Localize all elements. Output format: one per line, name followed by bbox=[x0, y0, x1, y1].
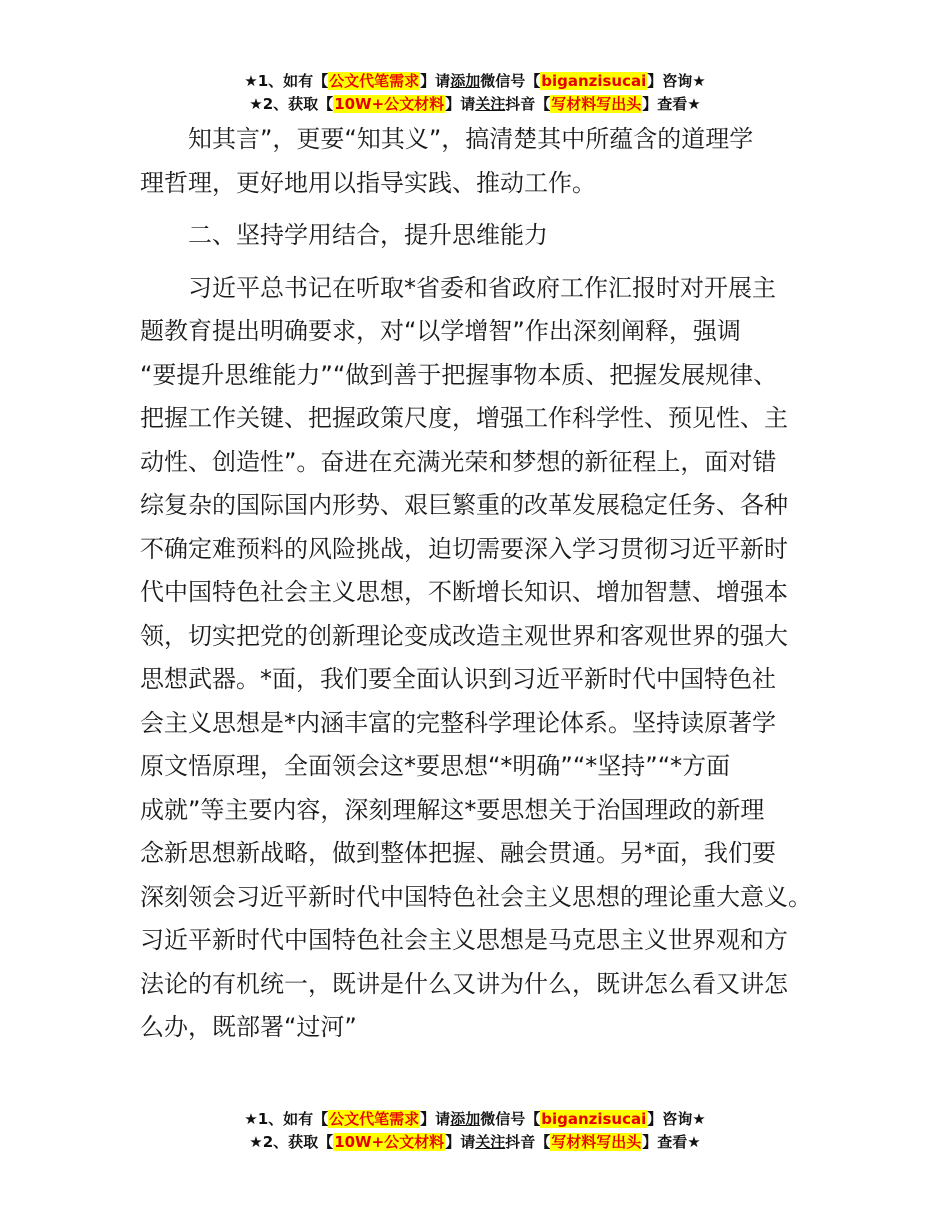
highlight-service: 公文代笔需求 bbox=[329, 72, 420, 90]
text-line: 原文悟原理，全面领会这*要思想“*明确”“*坚持”“*方面 bbox=[140, 752, 731, 780]
promo-line-1: ★1、如有【公文代笔需求】请添加微信号【biganzisucai】咨询★ bbox=[244, 72, 706, 90]
highlight-materials: 10W+公文材料 bbox=[334, 95, 445, 113]
text-line: 题教育提出明确要求，对“以学增智”作出深刻阐释，强调 bbox=[140, 317, 741, 345]
text-line: “要提升思维能力”“做到善于把握事物本质、把握发展规律、 bbox=[140, 360, 778, 389]
promo-banner-top bbox=[0, 70, 950, 116]
text-line: 法论的有机统一，既讲是什么又讲为什么，既讲怎么看又讲怎 bbox=[140, 969, 788, 998]
text-line: 习近平新时代中国特色社会主义思想是马克思主义世界观和方 bbox=[140, 926, 788, 954]
promo-line-1: ★1、如有【公文代笔需求】请添加微信号【biganzisucai】咨询★ bbox=[244, 1110, 706, 1128]
paragraph-2 bbox=[140, 267, 830, 1050]
highlight-douyin-account: 写材料写出头 bbox=[551, 95, 642, 113]
text-line: 综复杂的国际国内形势、艰巨繁重的改革发展稳定任务、各种 bbox=[140, 491, 788, 519]
section-heading: 二、坚持学用结合，提升思维能力 bbox=[188, 221, 548, 249]
text-line: 么办，既部署“过河” bbox=[140, 1013, 357, 1041]
text-line: 深刻领会习近平新时代中国特色社会主义思想的理论重大意义。 bbox=[140, 882, 812, 911]
text-line: 领，切实把党的创新理论变成改造主观世界和客观世界的强大 bbox=[140, 621, 788, 650]
highlight-materials: 10W+公文材料 bbox=[334, 1133, 445, 1151]
text-line: 思想武器。*面，我们要全面认识到习近平新时代中国特色社 bbox=[140, 665, 776, 693]
text-line: 成就”等主要内容，深刻理解这*要思想关于治国理政的新理 bbox=[140, 795, 765, 824]
text-line: 习近平总书记在听取*省委和省政府工作汇报时对开展主 bbox=[188, 273, 776, 302]
highlight-wechat-id: biganzisucai bbox=[541, 1110, 647, 1128]
text-line: 把握工作关键、把握政策尺度，增强工作科学性、预见性、主 bbox=[140, 404, 788, 432]
document-body bbox=[140, 118, 830, 1050]
promo-line-2: ★2、获取【10W+公文材料】请关注抖音【写材料写出头】查看★ bbox=[249, 1133, 701, 1151]
paragraph-1 bbox=[140, 118, 830, 205]
text-line: 念新思想新战略，做到整体把握、融会贯通。另*面，我们要 bbox=[140, 839, 776, 867]
text-line: 理哲理，更好地用以指导实践、推动工作。 bbox=[140, 168, 596, 197]
highlight-douyin-account: 写材料写出头 bbox=[551, 1133, 642, 1151]
promo-banner-bottom bbox=[0, 1108, 950, 1154]
text-line: 不确定难预料的风险挑战，迫切需要深入学习贯彻习近平新时 bbox=[140, 534, 788, 563]
text-line: 知其言”，更要“知其义”，搞清楚其中所蕴含的道理学 bbox=[188, 125, 754, 153]
promo-line-2: ★2、获取【10W+公文材料】请关注抖音【写材料写出头】查看★ bbox=[249, 95, 701, 113]
highlight-service: 公文代笔需求 bbox=[329, 1110, 420, 1128]
highlight-wechat-id: biganzisucai bbox=[541, 72, 647, 90]
text-line: 会主义思想是*内涵丰富的完整科学理论体系。坚持读原著学 bbox=[140, 708, 776, 737]
text-line: 动性、创造性”。奋进在充满光荣和梦想的新征程上，面对错 bbox=[140, 447, 777, 476]
text-line: 代中国特色社会主义思想，不断增长知识、增加智慧、增强本 bbox=[140, 578, 788, 606]
